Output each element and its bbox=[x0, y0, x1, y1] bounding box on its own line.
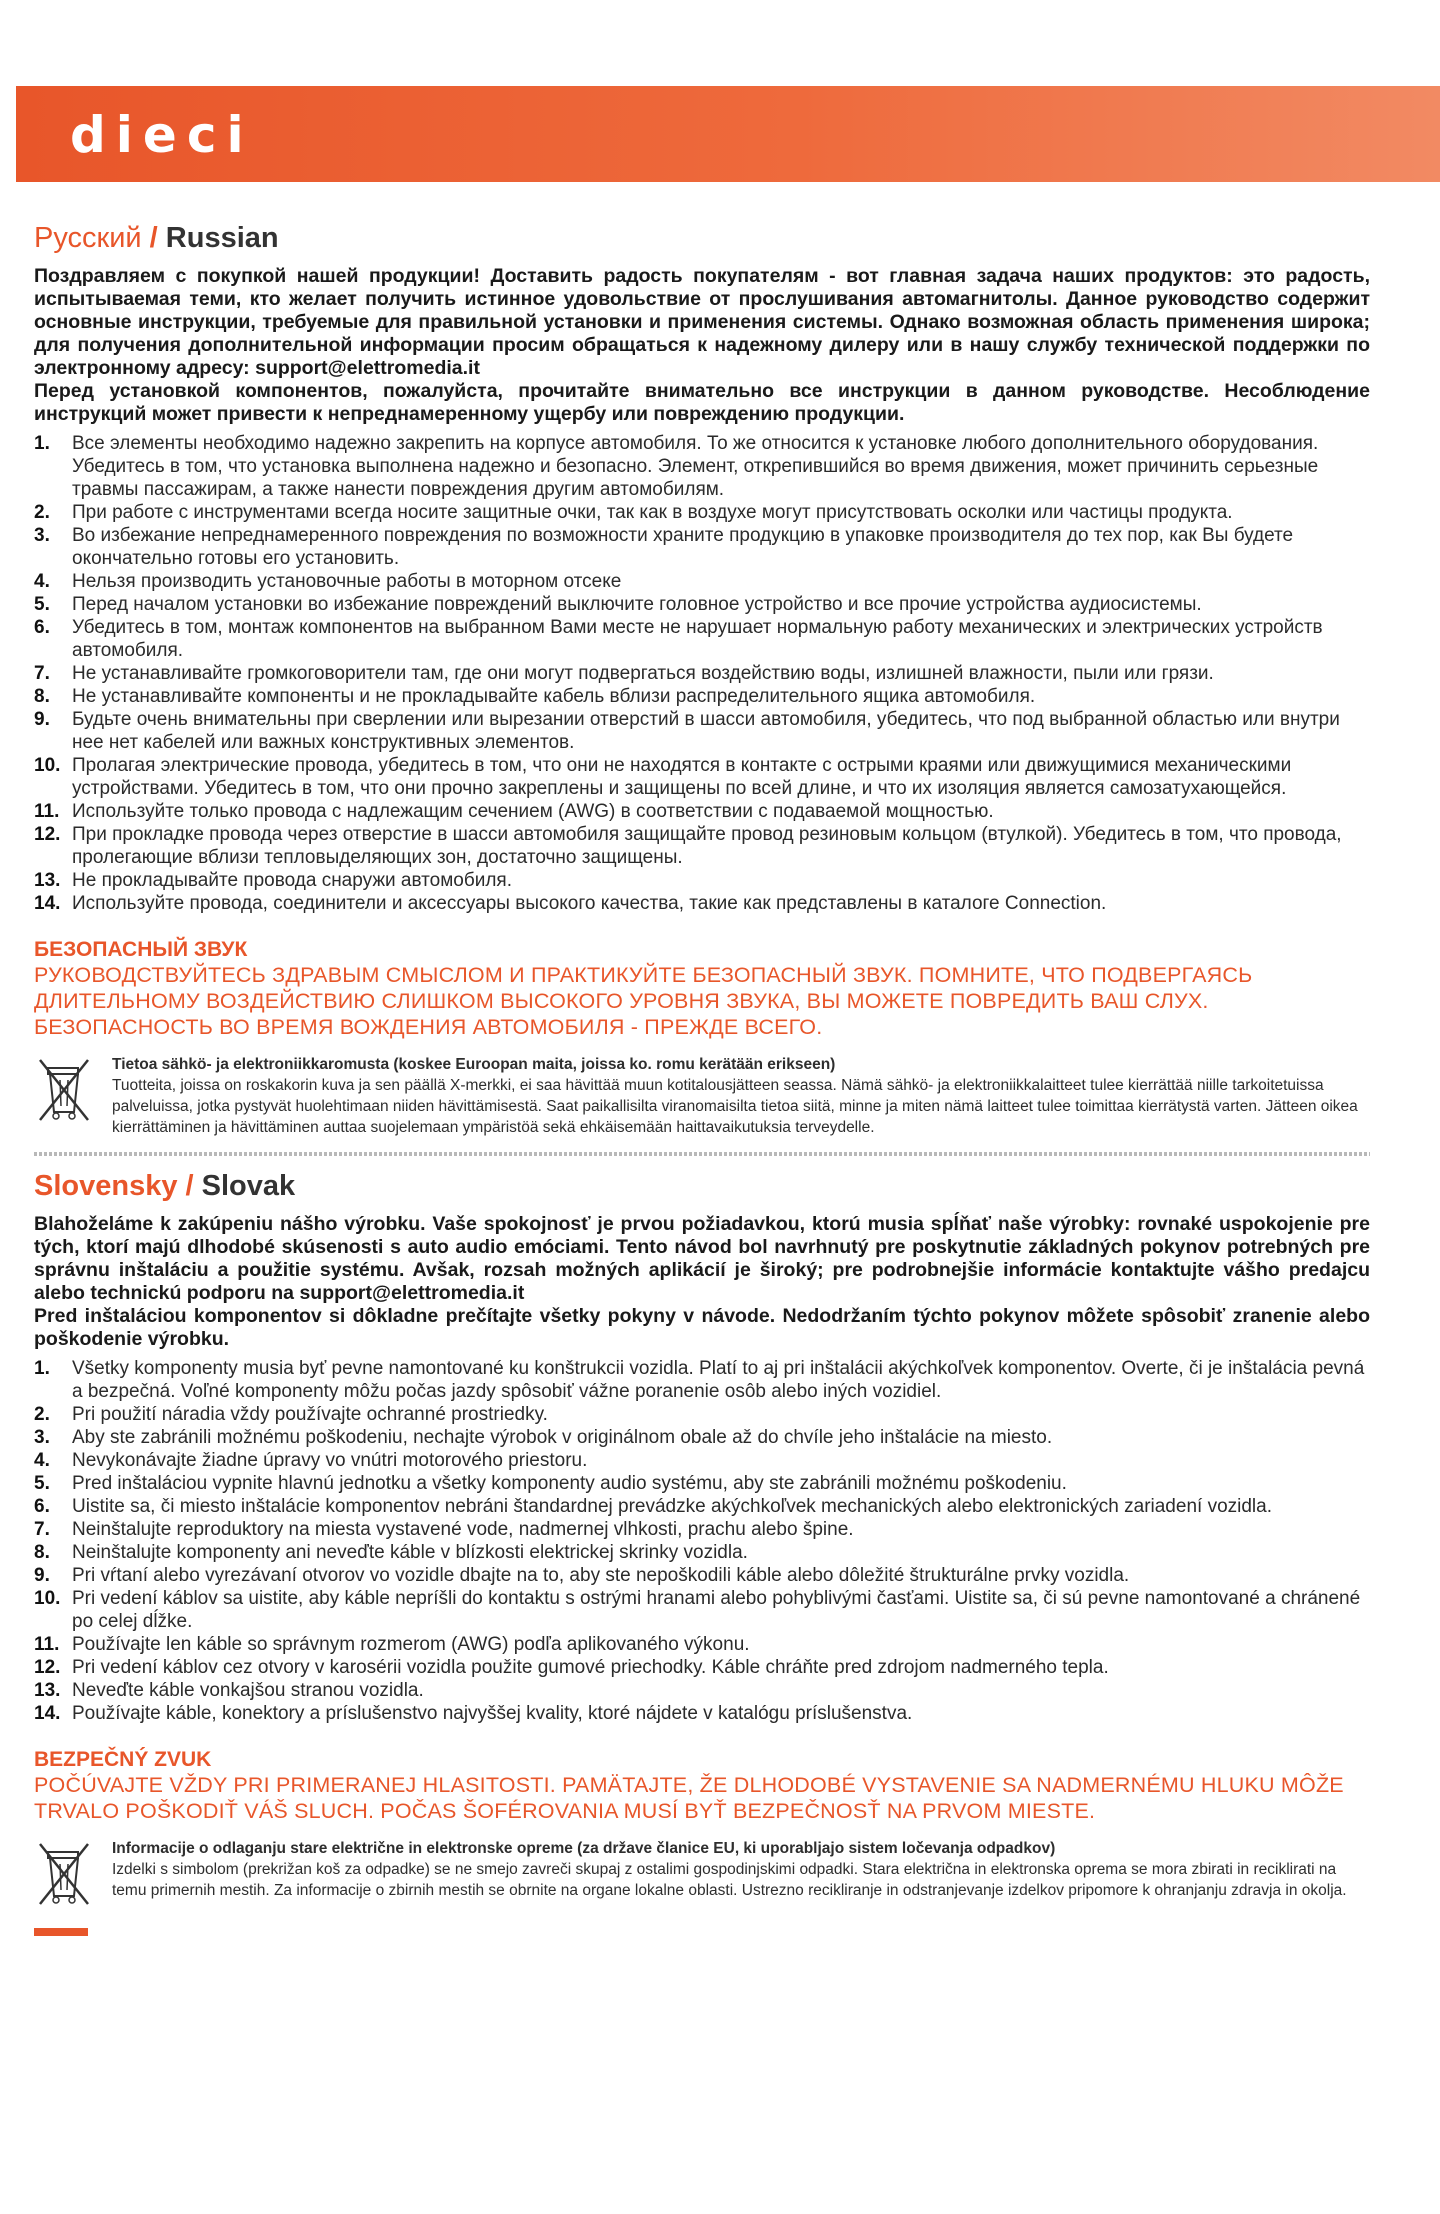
item-text: Пролагая электрические провода, убедитесь в том, что они не находятся в контакте с острыми краями или движущимися механическими устройствами. Убедитесь в том, что они прочно закреплены и защищены по всей длине, и что их изоляция является самозатухающейся. bbox=[72, 755, 1292, 799]
intro-text bbox=[34, 265, 1370, 426]
section-title-slovak bbox=[34, 1170, 1370, 1203]
item-text: Убедитесь в том, монтаж компонентов на выбранном Вами месте не нарушает нормальную работу механических и электрических устройств автомобиля. bbox=[72, 617, 1323, 661]
item-number: 6. bbox=[34, 617, 50, 638]
list-item bbox=[34, 892, 1370, 915]
crossed-bin-icon bbox=[34, 1838, 94, 1910]
item-number: 5. bbox=[34, 1473, 50, 1494]
item-number: 13. bbox=[34, 870, 61, 891]
item-number: 13. bbox=[34, 1680, 61, 1701]
russian-section bbox=[34, 222, 1370, 1138]
item-text: Používajte káble, konektory a príslušenstvo najvyššej kvality, ktoré nájdete v katalógu príslušenstva. bbox=[72, 1703, 913, 1724]
safety-notice bbox=[34, 937, 1370, 1040]
list-item bbox=[34, 1472, 1370, 1495]
list-item bbox=[34, 1633, 1370, 1656]
item-text: Во избежание непреднамеренного повреждения по возможности храните продукцию в упаковке производителя до тех пор, как Вы будете окончательно готовы его установить. bbox=[72, 525, 1294, 569]
safety-text: POČÚVAJTE VŽDY PRI PRIMERANEJ HLASITOSTI. PAMÄTAJTE, ŽE DLHODOBÉ VYSTAVENIE SA NADMERNÉMU HLUKU MÔŽE TRVALO POŠKODIŤ VÁŠ SLUCH. POČAS ŠOFÉROVANIA MUSÍ BYŤ BEZPEČNOSŤ NA PRVOM MIESTE. bbox=[34, 1773, 1344, 1823]
item-text: При прокладке провода через отверстие в шасси автомобиля защищайте провод резиновым кольцом (втулкой). Убедитесь в том, что провода, пролегающие вблизи тепловыделяющих зон, достаточно защищены. bbox=[72, 824, 1342, 868]
instructions-list bbox=[34, 432, 1370, 915]
section-title-russian bbox=[34, 222, 1370, 255]
list-item bbox=[34, 1679, 1370, 1702]
item-text: Neveďte káble vonkajšou stranou vozidla. bbox=[72, 1680, 424, 1701]
item-text: Нельзя производить установочные работы в моторном отсеке bbox=[72, 571, 622, 592]
title-native: Русский bbox=[34, 222, 142, 254]
list-item bbox=[34, 823, 1370, 869]
page-content bbox=[34, 222, 1370, 1936]
title-english: Russian bbox=[165, 222, 279, 254]
weee-text: Izdelki s simbolom (prekrižan koš za odpadke) se ne smejo zavreči skupaj z ostalimi gospodinjskimi odpadki. Stara električna in elektronska oprema se mora zbirati in reciklirati na temu primernih mestih. Za informacije o zbirnih mestih se obrnite na organe lokalne oblasti. Ustrezno recikliranje in odstranjevanje izdelkov pripomore k ohranjanju zdravja in okolja. bbox=[112, 1861, 1347, 1899]
item-number: 14. bbox=[34, 893, 61, 914]
weee-body bbox=[112, 1838, 1370, 1901]
item-text: Neinštalujte reproduktory na miesta vystavené vode, nadmernej vlhkosti, prachu alebo špine. bbox=[72, 1519, 854, 1540]
list-item bbox=[34, 1357, 1370, 1403]
instructions-list bbox=[34, 1357, 1370, 1725]
list-item bbox=[34, 1518, 1370, 1541]
item-text: Nevykonávajte žiadne úpravy vo vnútri motorového priestoru. bbox=[72, 1450, 588, 1471]
weee-notice bbox=[34, 1054, 1370, 1138]
item-text: Будьте очень внимательны при сверлении или вырезании отверстий в шасси автомобиля, убедитесь, что под выбранной областью или внутри нее нет кабелей или важных конструктивных элементов. bbox=[72, 709, 1340, 753]
item-text: Aby ste zabránili možnému poškodeniu, nechajte výrobok v originálnom obale až do chvíle jeho inštalácie na miesto. bbox=[72, 1427, 1053, 1448]
item-number: 9. bbox=[34, 1565, 50, 1586]
safety-title: БЕЗОПАСНЫЙ ЗВУК bbox=[34, 938, 248, 961]
title-slash: / bbox=[177, 1170, 202, 1202]
item-number: 7. bbox=[34, 663, 50, 684]
item-number: 12. bbox=[34, 1657, 61, 1678]
title-slash: / bbox=[141, 222, 166, 254]
orange-accent-mark bbox=[34, 1928, 88, 1936]
intro-paragraph: Blahoželáme k zakúpeniu nášho výrobku. Vaše spokojnosť je prvou požiadavkou, ktorú musia spĺňať naše výrobky: rovnaké uspokojenie pre tých, ktorí majú dlhodobé skúsenosti s auto audio emóciami. Tento návod bol navrhnutý pre poskytnutie základných pokynov potrebných pre správnu inštaláciu a použitie systému. Avšak, rozsah možných aplikácií je široký; pre podrobnejšie informácie kontaktujte vášho predajcu alebo technickú podporu na support@elettromedia.it bbox=[34, 1213, 1370, 1304]
item-text: Pred inštaláciou vypnite hlavnú jednotku a všetky komponenty audio systému, aby ste zabránili možnému poškodeniu. bbox=[72, 1473, 1067, 1494]
item-text: Перед началом установки во избежание повреждений выключите головное устройство и все прочие устройства аудиосистемы. bbox=[72, 594, 1202, 615]
item-number: 9. bbox=[34, 709, 50, 730]
item-number: 3. bbox=[34, 525, 50, 546]
item-number: 6. bbox=[34, 1496, 50, 1517]
item-number: 10. bbox=[34, 1588, 61, 1609]
item-text: Не устанавливайте компоненты и не прокладывайте кабель вблизи распределительного ящика автомобиля. bbox=[72, 686, 1036, 707]
list-item bbox=[34, 685, 1370, 708]
list-item bbox=[34, 1403, 1370, 1426]
weee-title: Informacije o odlaganju stare električne in elektronske opreme (za države članice EU, ki uporabljajo sistem ločevanja odpadkov) bbox=[112, 1840, 1056, 1857]
title-native: Slovensky bbox=[34, 1170, 178, 1202]
title-english: Slovak bbox=[201, 1170, 296, 1202]
slovak-section bbox=[34, 1170, 1370, 1936]
list-item bbox=[34, 616, 1370, 662]
weee-text: Tuotteita, joissa on roskakorin kuva ja sen päällä X-merkki, ei saa hävittää muun kotitalousjätteen seassa. Nämä sähkö- ja elektroniikkalaitteet tulee kierrättää niille tarkoitetuissa palveluissa, jotka pystyvät huolehtimaan niiden hävittämisestä. Saat paikallisilta viranomaisilta tietoa siitä, minne ja miten nämä laitteet tulee toimittaa kierrätystä varten. Jätteen oikea kierrättäminen ja hävittäminen auttaa suojelemaan ympäristöä sekä ehkäisemään haittavaikutuksia terveydelle. bbox=[112, 1077, 1358, 1136]
list-item bbox=[34, 1426, 1370, 1449]
item-number: 8. bbox=[34, 686, 50, 707]
list-item bbox=[34, 1495, 1370, 1518]
item-number: 2. bbox=[34, 502, 50, 523]
item-number: 14. bbox=[34, 1703, 61, 1724]
list-item bbox=[34, 1656, 1370, 1679]
header-banner bbox=[16, 86, 1440, 182]
list-item bbox=[34, 1702, 1370, 1725]
item-number: 11. bbox=[34, 801, 60, 822]
item-number: 5. bbox=[34, 594, 50, 615]
safety-title: BEZPEČNÝ ZVUK bbox=[34, 1748, 212, 1771]
weee-title: Tietoa sähkö- ja elektroniikkaromusta (koskee Euroopan maita, joissa ko. romu kerätään erikseen) bbox=[112, 1056, 836, 1073]
list-item bbox=[34, 1541, 1370, 1564]
item-text: Не прокладывайте провода снаружи автомобиля. bbox=[72, 870, 512, 891]
list-item bbox=[34, 708, 1370, 754]
intro-text bbox=[34, 1213, 1370, 1351]
weee-notice bbox=[34, 1838, 1370, 1910]
crossed-bin-icon bbox=[34, 1054, 94, 1126]
list-item bbox=[34, 1449, 1370, 1472]
item-number: 4. bbox=[34, 571, 50, 592]
intro-paragraph: Перед установкой компонентов, пожалуйста, прочитайте внимательно все инструкции в данном руководстве. Несоблюдение инструкций может привести к непреднамеренному ущербу или повреждению продукции. bbox=[34, 380, 1370, 425]
item-number: 11. bbox=[34, 1634, 60, 1655]
intro-paragraph: Pred inštaláciou komponentov si dôkladne prečítajte všetky pokyny v návode. Nedodržaním týchto pokynov môžete spôsobiť zranenie alebo poškodenie výrobku. bbox=[34, 1305, 1370, 1350]
item-text: Pri použití náradia vždy používajte ochranné prostriedky. bbox=[72, 1404, 548, 1425]
list-item bbox=[34, 869, 1370, 892]
item-text: Používajte len káble so správnym rozmerom (AWG) podľa aplikovaného výkonu. bbox=[72, 1634, 750, 1655]
list-item bbox=[34, 1564, 1370, 1587]
item-text: Все элементы необходимо надежно закрепить на корпусе автомобиля. То же относится к установке любого дополнительного оборудования. Убедитесь в том, что установка выполнена надежно и безопасно. Элемент, открепившийся во время движения, может причинить серьезные травмы пассажирам, а также нанести повреждения другим автомобилям. bbox=[72, 433, 1319, 500]
item-number: 3. bbox=[34, 1427, 50, 1448]
item-number: 1. bbox=[34, 433, 50, 454]
item-number: 4. bbox=[34, 1450, 50, 1471]
item-text: Pri vedení káblov cez otvory v karosérii vozidla použite gumové priechodky. Káble chráňte pred zdrojom nadmerného tepla. bbox=[72, 1657, 1109, 1678]
section-divider bbox=[34, 1152, 1370, 1156]
list-item bbox=[34, 432, 1370, 501]
item-text: Neinštalujte komponenty ani neveďte káble v blízkosti elektrickej skrinky vozidla. bbox=[72, 1542, 748, 1563]
list-item bbox=[34, 662, 1370, 685]
weee-body bbox=[112, 1054, 1370, 1138]
item-number: 10. bbox=[34, 755, 61, 776]
item-text: Pri vedení káblov sa uistite, aby káble nepríšli do kontaktu s ostrými hranami alebo pohyblivými časťami. Uistite sa, či sú pevne namontované a chránené po celej dĺžke. bbox=[72, 1588, 1361, 1632]
item-number: 7. bbox=[34, 1519, 50, 1540]
list-item bbox=[34, 593, 1370, 616]
item-text: Используйте только провода с надлежащим сечением (AWG) в соответствии с подаваемой мощностью. bbox=[72, 801, 994, 822]
item-number: 2. bbox=[34, 1404, 50, 1425]
item-number: 1. bbox=[34, 1358, 50, 1379]
list-item bbox=[34, 501, 1370, 524]
item-text: Используйте провода, соединители и аксессуары высокого качества, такие как представлены в каталоге Connection. bbox=[72, 893, 1107, 914]
item-text: Pri vŕtaní alebo vyrezávaní otvorov vo vozidle dbajte na to, aby ste nepoškodili káble alebo dôležité štrukturálne prvky vozidla. bbox=[72, 1565, 1130, 1586]
list-item bbox=[34, 524, 1370, 570]
item-text: Не устанавливайте громкоговорители там, где они могут подвергаться воздействию воды, излишней влажности, пыли или грязи. bbox=[72, 663, 1214, 684]
item-text: Uistite sa, či miesto inštalácie komponentov nebráni štandardnej prevádzke akýchkoľvek mechanických alebo elektronických zariadení vozidla. bbox=[72, 1496, 1272, 1517]
item-text: Všetky komponenty musia byť pevne namontované ku konštrukcii vozidla. Platí to aj pri inštalácii akýchkoľvek komponentov. Overte, či je inštalácia pevná a bezpečná. Voľné komponenty môžu počas jazdy spôsobiť vážne poranenie osôb alebo iných vozidiel. bbox=[72, 1358, 1365, 1402]
brand-logo: dieci bbox=[70, 106, 254, 164]
safety-text: РУКОВОДСТВУЙТЕСЬ ЗДРАВЫМ СМЫСЛОМ И ПРАКТИКУЙТЕ БЕЗОПАСНЫЙ ЗВУК. ПОМНИТЕ, ЧТО ПОДВЕРГАЯСЬ ДЛИТЕЛЬНОМУ ВОЗДЕЙСТВИЮ СЛИШКОМ ВЫСОКОГО УРОВНЯ ЗВУКА, ВЫ МОЖЕТЕ ПОВРЕДИТЬ ВАШ СЛУХ. БЕЗОПАСНОСТЬ ВО ВРЕМЯ ВОЖДЕНИЯ АВТОМОБИЛЯ - ПРЕЖДЕ ВСЕГО. bbox=[34, 963, 1253, 1039]
list-item bbox=[34, 570, 1370, 593]
item-text: При работе с инструментами всегда носите защитные очки, так как в воздухе могут присутствовать осколки или частицы продукта. bbox=[72, 502, 1233, 523]
list-item bbox=[34, 1587, 1370, 1633]
item-number: 12. bbox=[34, 824, 61, 845]
list-item bbox=[34, 754, 1370, 800]
item-number: 8. bbox=[34, 1542, 50, 1563]
safety-notice bbox=[34, 1747, 1370, 1824]
intro-paragraph: Поздравляем с покупкой нашей продукции! Доставить радость покупателям - вот главная задача наших продуктов: это радость, испытываемая теми, кто желает получить истинное удовольствие от прослушивания автомагнитолы. Данное руководство содержит основные инструкции, требуемые для правильной установки и применения системы. Однако возможная область применения широка; для получения дополнительной информации просим обращаться к надежному дилеру или в нашу службу технической поддержки по электронному адресу: support@elettromedia.it bbox=[34, 265, 1370, 379]
list-item bbox=[34, 800, 1370, 823]
